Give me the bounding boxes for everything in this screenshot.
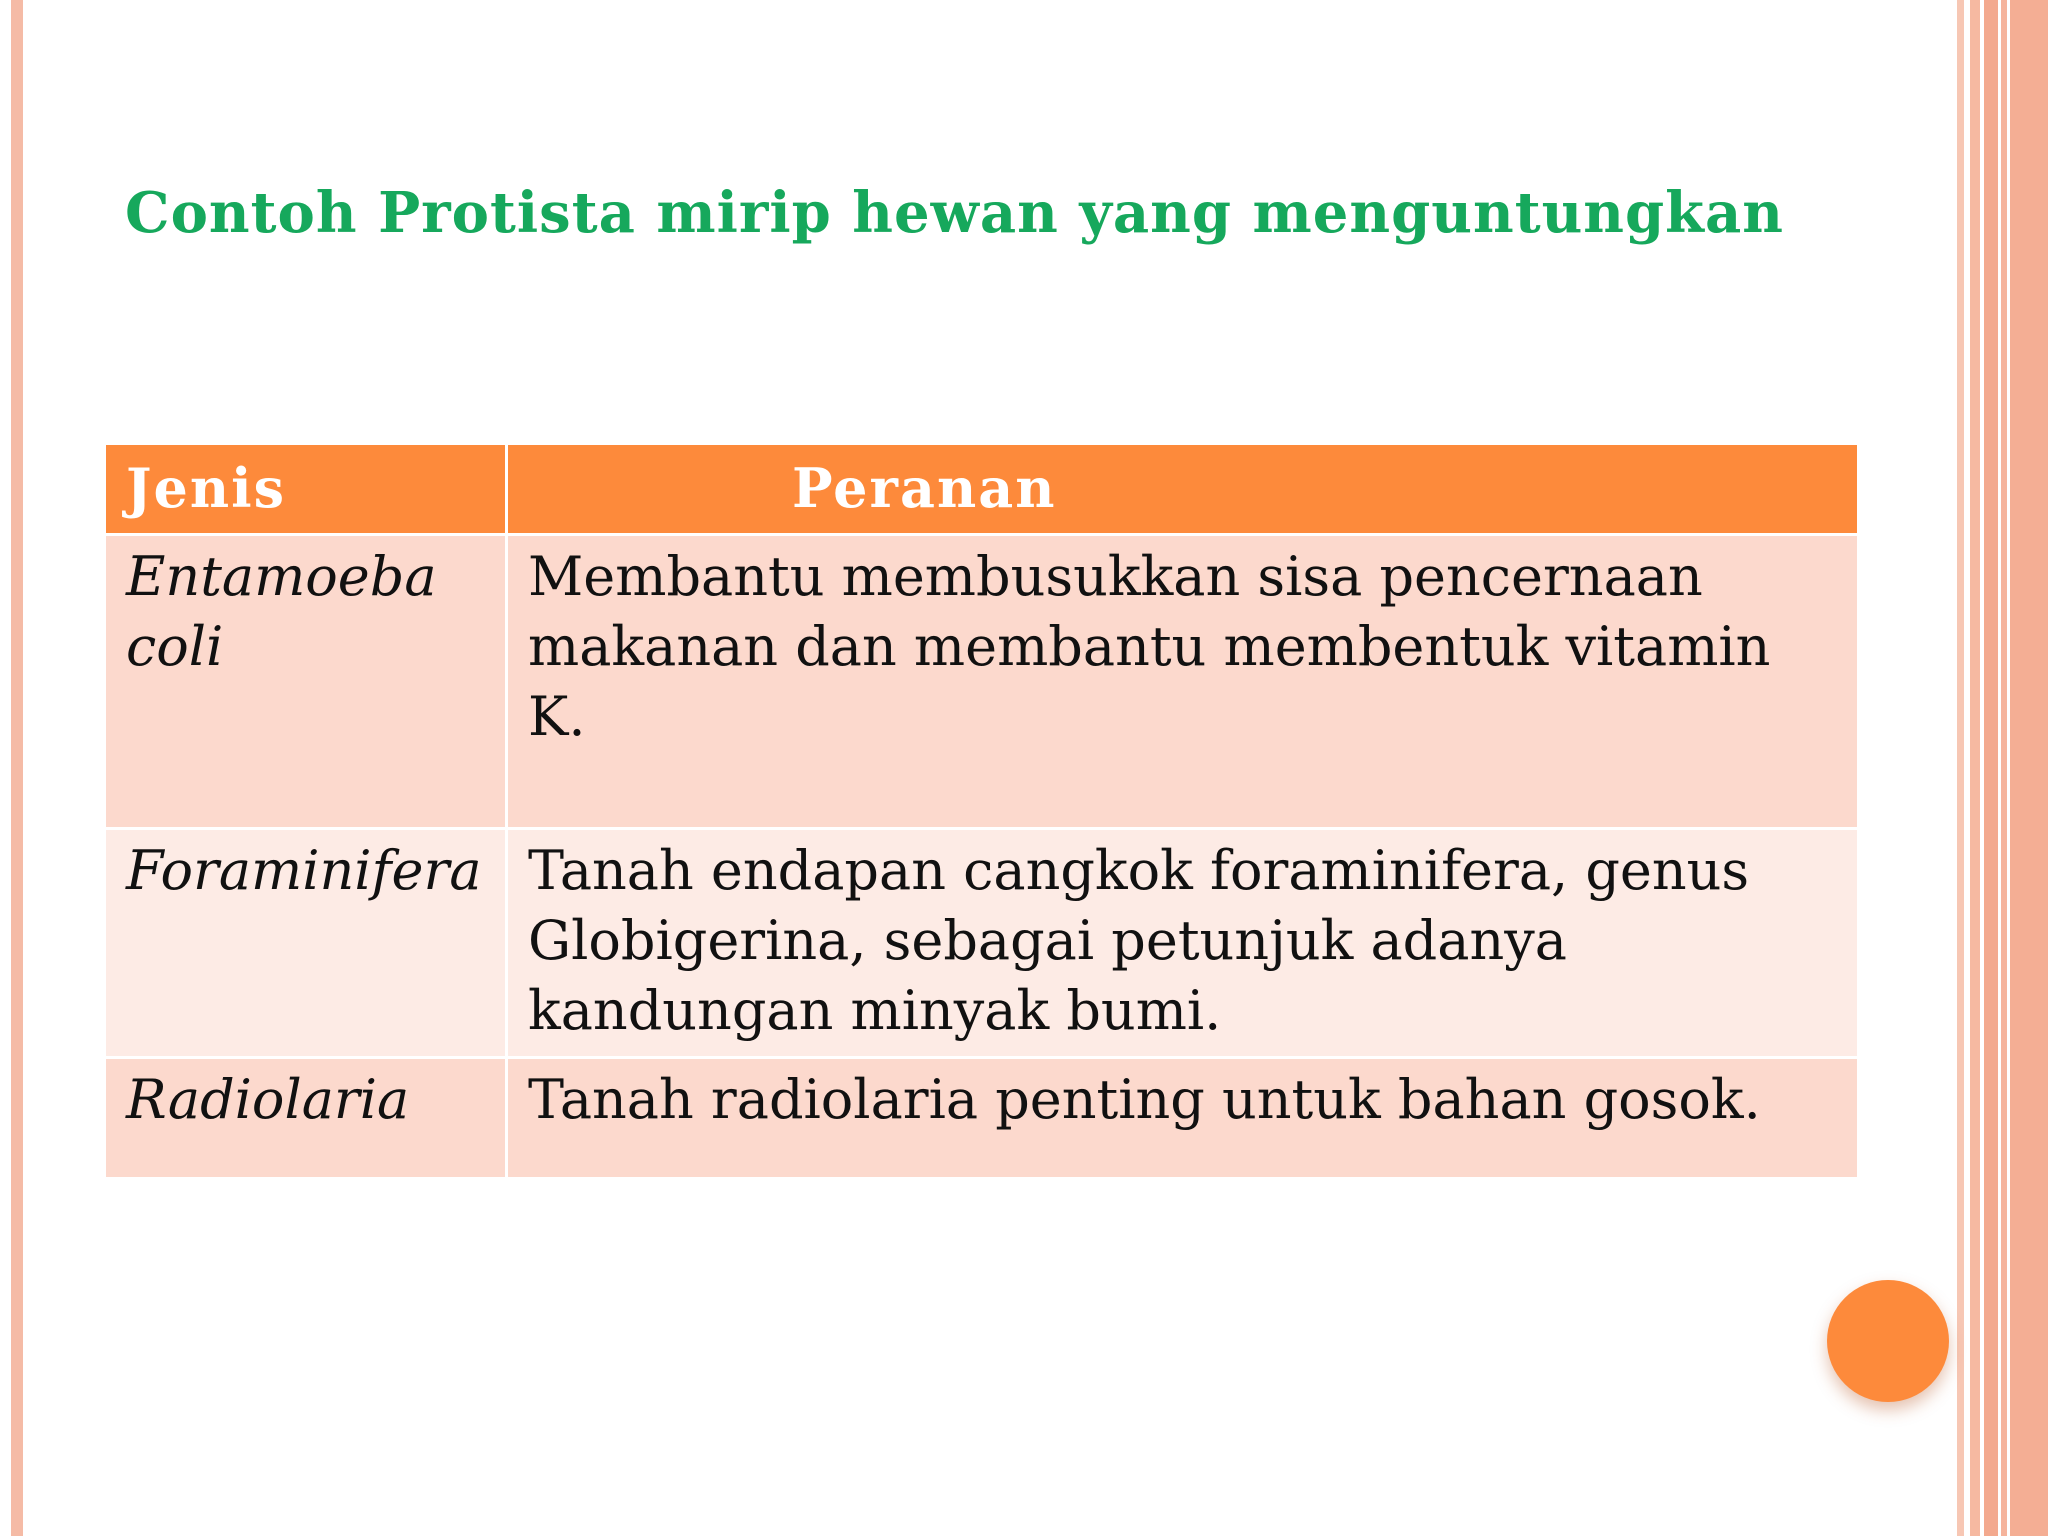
left-border-decoration [11,0,23,1536]
cell-peranan: Tanah endapan cangkok foraminifera, genus Globigerina, sebagai petunjuk adanya kandungan minyak bumi. [507,829,1859,1058]
circle-nav-icon[interactable] [1827,1280,1949,1402]
cell-peranan: Membantu membusukkan sisa pencernaan makanan dan membantu membentuk vitamin K. [507,535,1859,829]
cell-jenis: Foraminifera [105,829,507,1058]
cell-jenis: Entamoeba coli [105,535,507,829]
right-stripe-decoration [1957,0,1964,1536]
cell-jenis: Radiolaria [105,1058,507,1179]
cell-peranan: Tanah radiolaria penting untuk bahan gosok. [507,1058,1859,1179]
slide-title: Contoh Protista mirip hewan yang menguntungkan [125,180,1784,246]
table-row [105,535,1859,829]
table-row [105,1058,1859,1179]
right-stripe-decoration [1970,0,1980,1536]
right-stripe-decoration [2001,0,2007,1536]
protista-table [103,442,1860,1180]
header-peranan: Peranan [507,444,1859,535]
right-stripe-decoration [2010,0,2048,1536]
right-stripe-decoration [1984,0,1998,1536]
table-row [105,829,1859,1058]
table-header-row [105,444,1859,535]
header-jenis: Jenis [105,444,507,535]
